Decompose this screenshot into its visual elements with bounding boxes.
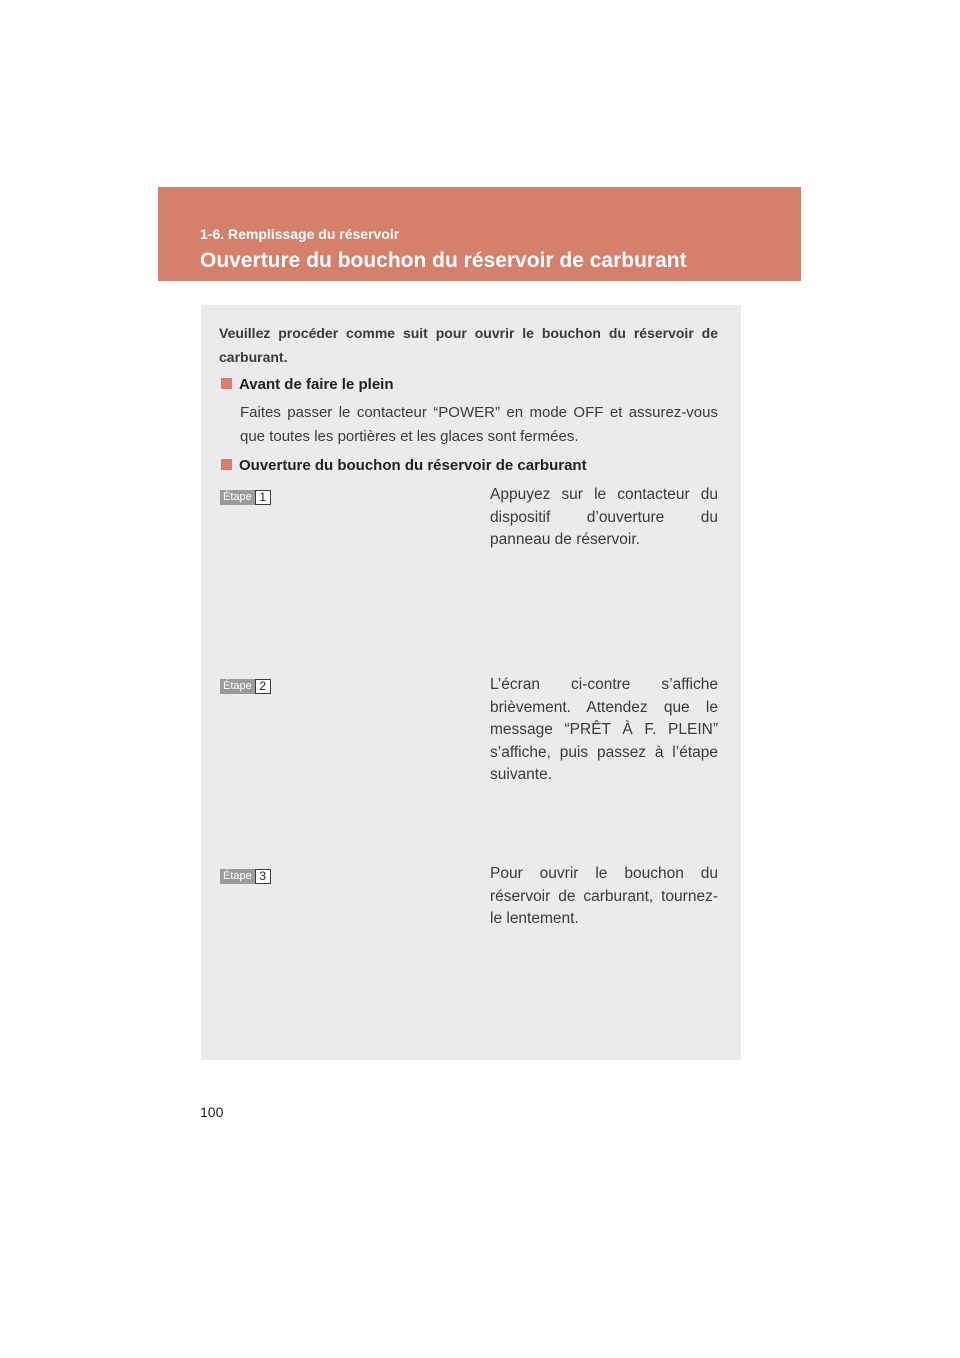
step-label: Étape [220,869,255,884]
step-3-text: Pour ouvrir le bouchon du réservoir de carburant, tournez-le lentement. [490,865,718,927]
subsection-heading-label: Ouverture du bouchon du réservoir de carburant [239,457,587,474]
square-bullet-icon [221,459,232,470]
square-bullet-icon [221,378,232,389]
step-number: 1 [255,490,271,505]
intro-text: Veuillez procéder comme suit pour ouvrir le bouchon du réservoir de carburant. [219,325,718,365]
section-label: 1-6. Remplissage du réservoir [200,226,400,242]
step-label: Étape [220,490,255,505]
step-number: 2 [255,679,271,694]
step-tag-2 [220,679,271,694]
subsection-body-text: Faites passer le contacteur “POWER” en mode OFF et assurez-vous que toutes les portières et les glaces sont fermées. [240,404,718,445]
step-2-text: L’écran ci-contre s’affiche brièvement. Attendez que le message “PRÊT À F. PLEIN” s’affiche, puis passez à l’étape suivante. [490,676,718,783]
step-tag-1 [220,490,271,505]
step-number: 3 [255,869,271,884]
step-1-text: Appuyez sur le contacteur du dispositif d’ouverture du panneau de réservoir. [490,486,718,548]
subsection-heading-label: Avant de faire le plein [239,376,394,393]
page-number: 100 [200,1104,224,1120]
content-panel [201,305,741,1060]
subsection-heading-before-refuel [221,376,394,393]
step-label: Étape [220,679,255,694]
page-title: Ouverture du bouchon du réservoir de carburant [200,249,687,272]
subsection-heading-open-cap [221,457,587,474]
section-header [158,187,801,281]
step-tag-3 [220,869,271,884]
